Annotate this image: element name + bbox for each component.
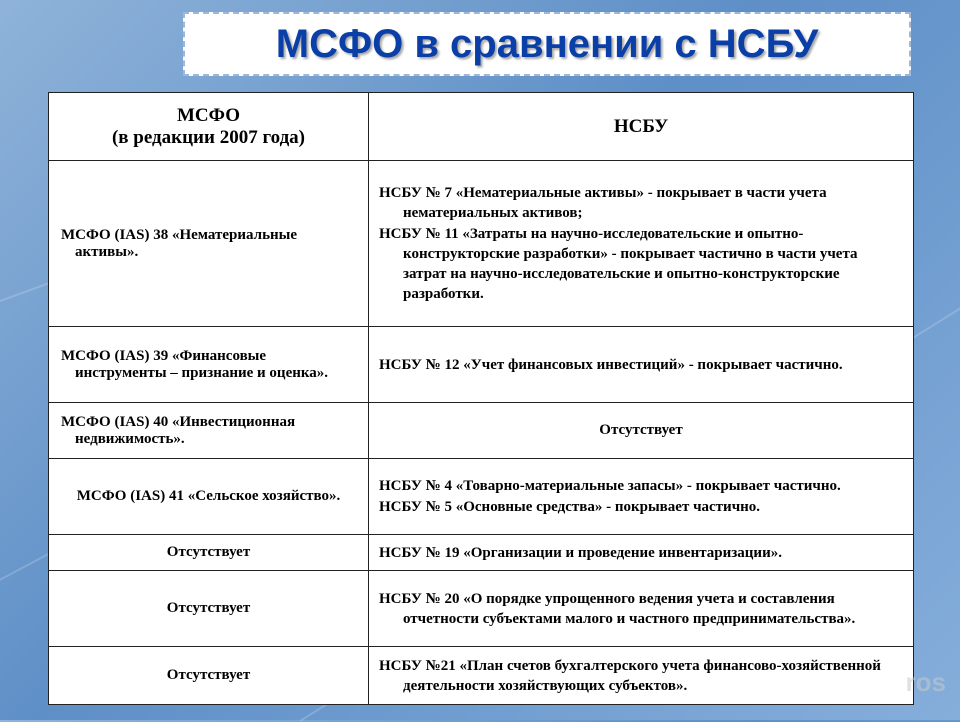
- row-ifrs-text: МСФО (IAS) 40 «Инвестиционная недвижимость».: [61, 413, 296, 447]
- nsbu-entry: НСБУ № 4 «Товарно-материальные запасы» - покрывает частично.: [379, 478, 841, 494]
- row-ifrs-cell: [49, 161, 369, 327]
- row-ifrs-cell: Отсутствует: [49, 647, 369, 705]
- table-row: [49, 161, 914, 327]
- slide-title: МСФО в сравнении с НСБУ: [275, 21, 819, 66]
- nsbu-absent: Отсутствует: [599, 422, 683, 438]
- nsbu-entry: НСБУ № 7 «Нематериальные активы» - покрывает в части учета нематериальных активов;: [379, 185, 827, 221]
- nsbu-entry: НСБУ № 19 «Организации и проведение инвентаризации».: [379, 544, 782, 561]
- nsbu-entry: НСБУ № 5 «Основные средства» - покрывает частично.: [379, 499, 761, 515]
- row-nsbu-cell: [369, 403, 914, 459]
- slide-title-box: [183, 12, 911, 76]
- header-ifrs-line2: (в редакции 2007 года): [111, 126, 306, 148]
- header-nsbu: НСБУ: [369, 93, 914, 161]
- row-nsbu-cell: [369, 161, 914, 327]
- row-ifrs-cell: Отсутствует: [49, 571, 369, 647]
- row-nsbu-cell: [369, 535, 914, 571]
- row-ifrs-text: МСФО (IAS) 41 «Сельское хозяйство».: [76, 488, 341, 504]
- table-row: [49, 327, 914, 403]
- nsbu-entry: НСБУ № 11 «Затраты на научно-исследовательские и опытно-конструкторские разработки» - покрывает частично в части учета затрат на научно-исследовательские и опытно-конструкторские разработки.: [379, 226, 858, 302]
- row-nsbu-cell: [369, 571, 914, 647]
- row-nsbu-cell: [369, 459, 914, 535]
- row-nsbu-cell: [369, 327, 914, 403]
- table-header-row: [49, 93, 914, 161]
- table-row: [49, 647, 914, 705]
- header-ifrs: [49, 93, 369, 161]
- row-ifrs-cell: [49, 459, 369, 535]
- table-row: [49, 403, 914, 459]
- comparison-table: [48, 92, 914, 705]
- row-ifrs-cell: [49, 327, 369, 403]
- table-row: [49, 535, 914, 571]
- row-ifrs-cell: Отсутствует: [49, 535, 369, 571]
- table-row: [49, 571, 914, 647]
- table-row: [49, 459, 914, 535]
- nsbu-entry: НСБУ № 20 «О порядке упрощенного ведения учета и составления отчетности субъектами малого и частного предпринимательства».: [379, 590, 856, 627]
- header-ifrs-line1: МСФО: [177, 104, 240, 126]
- row-ifrs-text: МСФО (IAS) 39 «Финансовые инструменты – признание и оценка».: [61, 347, 329, 381]
- watermark: ros: [905, 667, 946, 697]
- row-ifrs-cell: [49, 403, 369, 459]
- row-ifrs-text: МСФО (IAS) 38 «Нематериальные активы».: [61, 226, 298, 260]
- row-nsbu-cell: [369, 647, 914, 705]
- nsbu-entry: НСБУ №21 «План счетов бухгалтерского учета финансово-хозяйственной деятельности хозяйствующих субъектов».: [379, 657, 881, 694]
- nsbu-entry: НСБУ № 12 «Учет финансовых инвестиций» - покрывает частично.: [379, 356, 843, 373]
